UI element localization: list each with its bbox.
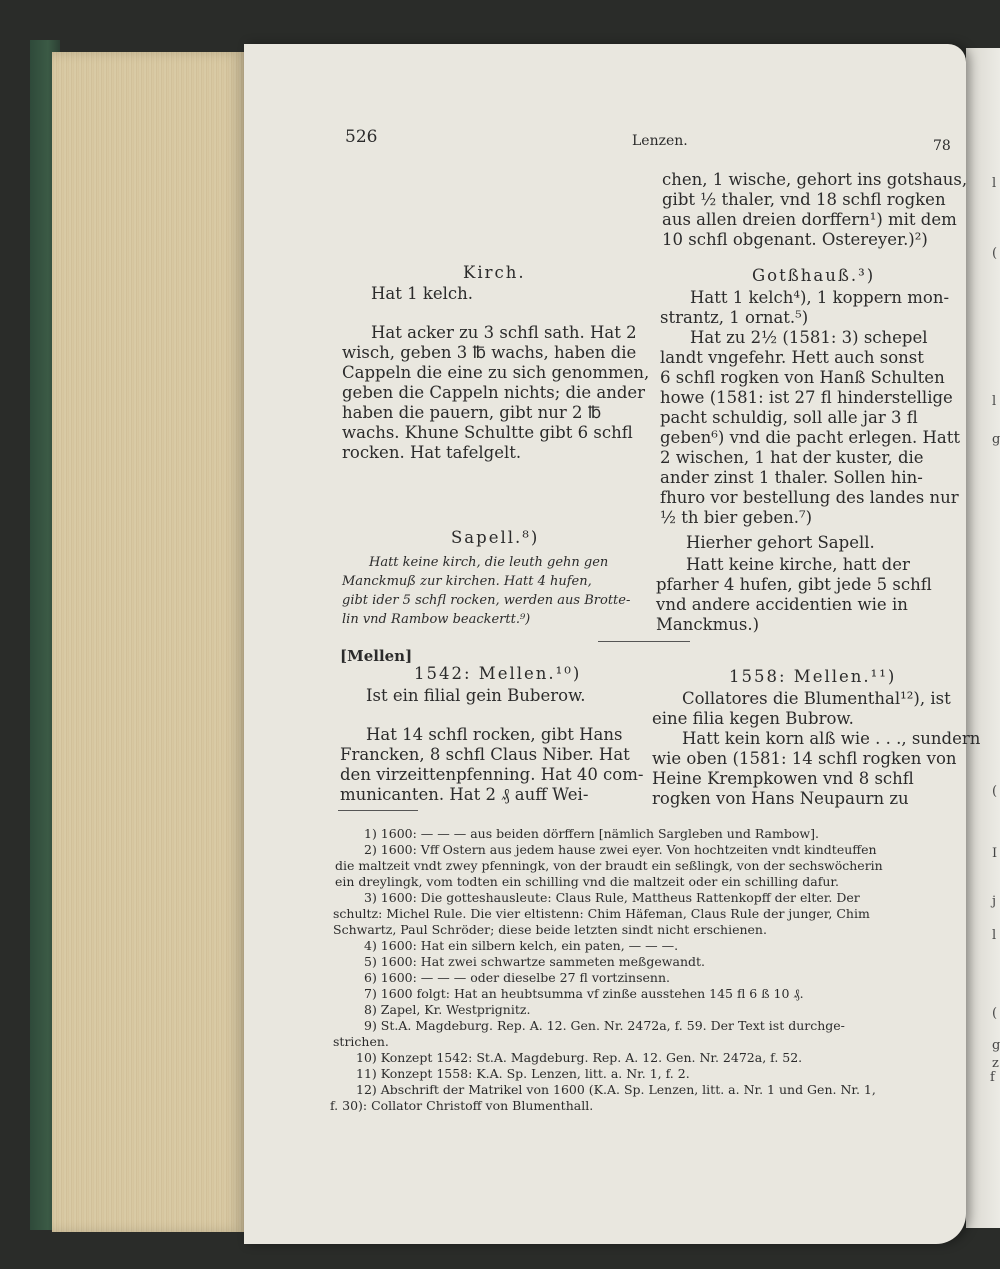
text-line: Manckmus.) <box>656 615 760 634</box>
text-line: gibt ½ thaler, vnd 18 schfl rogken <box>662 190 946 209</box>
section-label: [Mellen] <box>340 647 413 665</box>
sliver-mark: l <box>992 176 997 191</box>
section-heading: 1558: Mellen.¹¹) <box>729 667 897 686</box>
footnote: die maltzeit vndt zwey pfenningk, von der braudt ein seßlingk, von der sechswöcherin <box>335 858 883 873</box>
sliver-mark: I <box>992 846 998 861</box>
section-heading: 1542: Mellen.¹⁰) <box>414 664 582 683</box>
text-line: 10 schfl obgenant. Ostereyer.)²) <box>662 230 928 249</box>
section-divider <box>598 641 690 642</box>
text-line: Hat zu 2½ (1581: 3) schepel <box>690 328 928 347</box>
footnote: ein dreylingk, vom todten ein schilling vnd die maltzeit oder ein schilling dafur. <box>335 874 839 889</box>
text-line: Hatt keine kirche, hatt der <box>686 555 910 574</box>
sliver-mark: z <box>992 1056 999 1071</box>
section-heading: Gotßhauß.³) <box>752 266 876 285</box>
text-line: den virzeittenpfenning. Hat 40 com- <box>340 765 644 784</box>
text-line: fhuro vor bestellung des landes nur <box>660 488 959 507</box>
section-heading: Hierher gehort Sapell. <box>686 533 875 552</box>
text-line: lin vnd Rambow beackertt.⁹) <box>342 612 531 627</box>
footnote: 11) Konzept 1558: K.A. Sp. Lenzen, litt. a. Nr. 1, f. 2. <box>356 1066 690 1081</box>
footnote: 7) 1600 folgt: Hat an heubtsumma vf zinße ausstehen 145 fl 6 ß 10 ₰. <box>364 986 804 1001</box>
running-title: Lenzen. <box>632 133 688 149</box>
text-line: strantz, 1 ornat.⁵) <box>660 308 809 327</box>
text-line: Hat 14 schfl rocken, gibt Hans <box>366 725 623 744</box>
footnote: 6) 1600: — — — oder dieselbe 27 fl vortzinsenn. <box>364 970 670 985</box>
text-line: Hatt 1 kelch⁴), 1 koppern mon- <box>690 288 950 307</box>
text-line: Ist ein filial gein Buberow. <box>366 686 586 705</box>
sliver-mark: ( <box>992 784 998 799</box>
footnote: f. 30): Collator Christoff von Blumenthall. <box>330 1098 594 1113</box>
page-stack-edge <box>52 52 244 1232</box>
footnote: 10) Konzept 1542: St.A. Magdeburg. Rep. A. 12. Gen. Nr. 2472a, f. 52. <box>356 1050 803 1065</box>
text-line: chen, 1 wische, gehort ins gotshaus, <box>662 170 968 189</box>
text-line: Cappeln die eine zu sich genommen, <box>342 363 650 382</box>
margin-number: 78 <box>933 138 951 154</box>
sliver-mark: f <box>990 1070 995 1085</box>
text-line: municanten. Hat 2 ₰ auff Wei- <box>340 785 589 804</box>
section-heading: Kirch. <box>463 263 526 282</box>
footnote: 9) St.A. Magdeburg. Rep. A. 12. Gen. Nr. 2472a, f. 59. Der Text ist durchge- <box>364 1018 845 1033</box>
section-heading: Sapell.⁸) <box>451 528 540 547</box>
text-line: pacht schuldig, soll alle jar 3 fl <box>660 408 918 427</box>
text-line: Collatores die Blumenthal¹²), ist <box>682 689 951 708</box>
text-line: gibt ider 5 schfl rocken, werden aus Brotte- <box>342 593 631 608</box>
text-line: Hat acker zu 3 schfl sath. Hat 2 <box>371 323 637 342</box>
footnote-divider <box>338 810 418 811</box>
page-number: 526 <box>345 127 378 147</box>
text-line: Hat 1 kelch. <box>371 284 473 303</box>
text-line: Heine Krempkowen vnd 8 schfl <box>652 769 914 788</box>
text-line: Hatt keine kirch, die leuth gehn gen <box>369 555 609 570</box>
text-line: howe (1581: ist 27 fl hinderstellige <box>660 388 953 407</box>
sliver-mark: j <box>992 894 997 909</box>
text-line: rogken von Hans Neupaurn zu <box>652 789 909 808</box>
footnote: 4) 1600: Hat ein silbern kelch, ein paten, — — —. <box>364 938 679 953</box>
text-line: Manckmuß zur kirchen. Hatt 4 hufen, <box>342 574 592 589</box>
footnote: 2) 1600: Vff Ostern aus jedem hause zwei eyer. Von hochtzeiten vndt kindteuffen <box>364 842 877 857</box>
sliver-mark: g <box>992 432 1000 447</box>
footnote: 8) Zapel, Kr. Westprignitz. <box>364 1002 531 1017</box>
text-line: Hatt kein korn alß wie . . ., sundern <box>682 729 981 748</box>
footnote: strichen. <box>333 1034 389 1049</box>
sliver-mark: ( <box>992 1006 998 1021</box>
text-line: wisch, geben 3 ℔ wachs, haben die <box>342 343 637 362</box>
text-line: 2 wischen, 1 hat der kuster, die <box>660 448 924 467</box>
text-line: ½ th bier geben.⁷) <box>660 508 813 527</box>
text-line: wachs. Khune Schultte gibt 6 schfl <box>342 423 633 442</box>
sliver-mark: g <box>992 1038 1000 1053</box>
footnote: 5) 1600: Hat zwei schwartze sammeten meßgewandt. <box>364 954 705 969</box>
text-line: ander zinst 1 thaler. Sollen hin- <box>660 468 923 487</box>
next-page-sliver <box>966 48 1000 1228</box>
text-line: haben die pauern, gibt nur 2 ℔ <box>342 403 602 422</box>
text-line: aus allen dreien dorffern¹) mit dem <box>662 210 957 229</box>
footnote: 12) Abschrift der Matrikel von 1600 (K.A. Sp. Lenzen, litt. a. Nr. 1 und Gen. Nr. 1, <box>356 1082 876 1097</box>
text-line: rocken. Hat tafelgelt. <box>342 443 522 462</box>
footnote: 3) 1600: Die gotteshausleute: Claus Rule, Mattheus Rattenkopff der elter. Der <box>364 890 860 905</box>
sliver-mark: l <box>992 394 997 409</box>
text-line: eine filia kegen Bubrow. <box>652 709 854 728</box>
footnote: Schwartz, Paul Schröder; diese beide letzten sindt nicht erschienen. <box>333 922 767 937</box>
text-line: landt vngefehr. Hett auch sonst <box>660 348 924 367</box>
text-line: vnd andere accidentien wie in <box>656 595 908 614</box>
text-line: wie oben (1581: 14 schfl rogken von <box>652 749 957 768</box>
text-line: Francken, 8 schfl Claus Niber. Hat <box>340 745 630 764</box>
footnote: schultz: Michel Rule. Die vier eltistenn: Chim Häfeman, Claus Rule der junger, Chim <box>333 906 870 921</box>
text-line: pfarher 4 hufen, gibt jede 5 schfl <box>656 575 932 594</box>
text-line: geben⁶) vnd die pacht erlegen. Hatt <box>660 428 960 447</box>
footnote: 1) 1600: — — — aus beiden dörffern [nämlich Sargleben und Rambow]. <box>364 826 819 841</box>
sliver-mark: ( <box>992 246 998 261</box>
text-line: 6 schfl rogken von Hanß Schulten <box>660 368 945 387</box>
text-line: geben die Cappeln nichts; die ander <box>342 383 646 402</box>
sliver-mark: l <box>992 928 997 943</box>
